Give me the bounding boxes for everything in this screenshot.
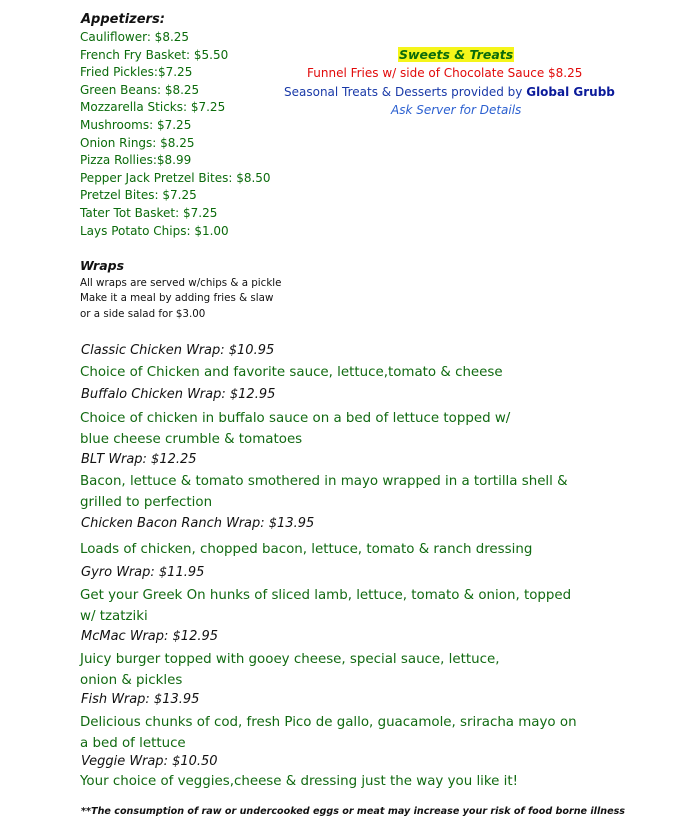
wrap-name-mcmac: McMac Wrap: $12.95 <box>81 629 219 644</box>
wraps-note: Make it a meal by adding fries & slaw <box>80 292 274 304</box>
appetizer-item: French Fry Basket: $5.50 <box>80 47 229 62</box>
appetizer-item: Fried Pickles:$7.25 <box>80 65 193 80</box>
provider-name: Global Grubb <box>526 85 615 99</box>
wrap-name-chicken-bacon-ranch: Chicken Bacon Ranch Wrap: $13.95 <box>81 516 315 531</box>
wrap-desc-line: Choice of Chicken and favorite sauce, lettuce,tomato & cheese <box>80 365 503 380</box>
appetizer-item: Green Beans: $8.25 <box>80 82 200 97</box>
wrap-desc-line: Choice of chicken in buffalo sauce on a bed of lettuce topped w/ <box>80 411 511 426</box>
wraps-note: All wraps are served w/chips & a pickle <box>80 277 282 289</box>
wrap-desc-line: grilled to perfection <box>80 495 213 510</box>
wrap-desc-buffalo-chicken <box>80 408 640 450</box>
appetizer-item: Mozzarella Sticks: $7.25 <box>80 100 226 115</box>
wrap-desc-line: Get your Greek On hunks of sliced lamb, lettuce, tomato & onion, topped <box>80 588 572 603</box>
wrap-desc-blt <box>80 471 640 513</box>
sweets-heading: Sweets & Treats <box>399 47 514 62</box>
wrap-desc-line: Your choice of veggies,cheese & dressing just the way you like it! <box>80 774 519 789</box>
wraps-note: or a side salad for $3.00 <box>80 308 206 320</box>
appetizer-item: Pizza Rollies:$8.99 <box>80 153 192 168</box>
seasonal-treats-text: Seasonal Treats & Desserts provided by <box>284 85 527 99</box>
wrap-desc-line: Delicious chunks of cod, fresh Pico de gallo, guacamole, sriracha mayo on <box>80 715 577 730</box>
wrap-desc-line: Loads of chicken, chopped bacon, lettuce, tomato & ranch dressing <box>80 542 533 557</box>
appetizer-item: Onion Rings: $8.25 <box>80 135 195 150</box>
wrap-desc-fish <box>80 712 640 754</box>
wrap-desc-line: a bed of lettuce <box>80 736 186 751</box>
appetizer-list <box>80 29 271 240</box>
funnel-fries-item: Funnel Fries w/ side of Chocolate Sauce $8.25 <box>307 66 583 80</box>
wrap-desc-gyro <box>80 585 640 627</box>
wrap-name-classic-chicken: Classic Chicken Wrap: $10.95 <box>81 343 275 358</box>
appetizer-item: Mushrooms: $7.25 <box>80 117 192 132</box>
food-safety-disclaimer: **The consumption of raw or undercooked eggs or meat may increase your risk of food borne illness <box>81 806 626 817</box>
wrap-desc-line: onion & pickles <box>80 673 183 688</box>
wrap-desc-line: blue cheese crumble & tomatoes <box>80 432 303 447</box>
wrap-name-buffalo-chicken: Buffalo Chicken Wrap: $12.95 <box>81 387 276 402</box>
ask-server-note: Ask Server for Details <box>391 103 522 117</box>
wrap-name-fish: Fish Wrap: $13.95 <box>81 692 200 707</box>
seasonal-treats-line <box>284 85 615 99</box>
appetizers-heading: Appetizers: <box>81 12 165 27</box>
wrap-desc-line: w/ tzatziki <box>80 609 148 624</box>
wrap-name-gyro: Gyro Wrap: $11.95 <box>81 565 205 580</box>
appetizer-item: Pretzel Bites: $7.25 <box>80 188 197 203</box>
wrap-desc-mcmac <box>80 649 640 691</box>
wrap-name-veggie: Veggie Wrap: $10.50 <box>81 754 218 769</box>
appetizer-item: Pepper Jack Pretzel Bites: $8.50 <box>80 170 271 185</box>
wrap-desc-line: Bacon, lettuce & tomato smothered in mayo wrapped in a tortilla shell & <box>80 474 568 489</box>
wrap-desc-veggie <box>80 771 640 792</box>
wrap-desc-chicken-bacon-ranch <box>80 539 640 560</box>
wrap-desc-line: Juicy burger topped with gooey cheese, special sauce, lettuce, <box>80 652 500 667</box>
appetizer-item: Cauliflower: $8.25 <box>80 30 190 44</box>
wraps-heading: Wraps <box>80 258 125 273</box>
wrap-desc-classic-chicken <box>80 362 640 383</box>
appetizer-item: Lays Potato Chips: $1.00 <box>80 223 229 238</box>
wrap-name-blt: BLT Wrap: $12.25 <box>81 452 197 467</box>
appetizer-item: Tater Tot Basket: $7.25 <box>80 205 218 220</box>
